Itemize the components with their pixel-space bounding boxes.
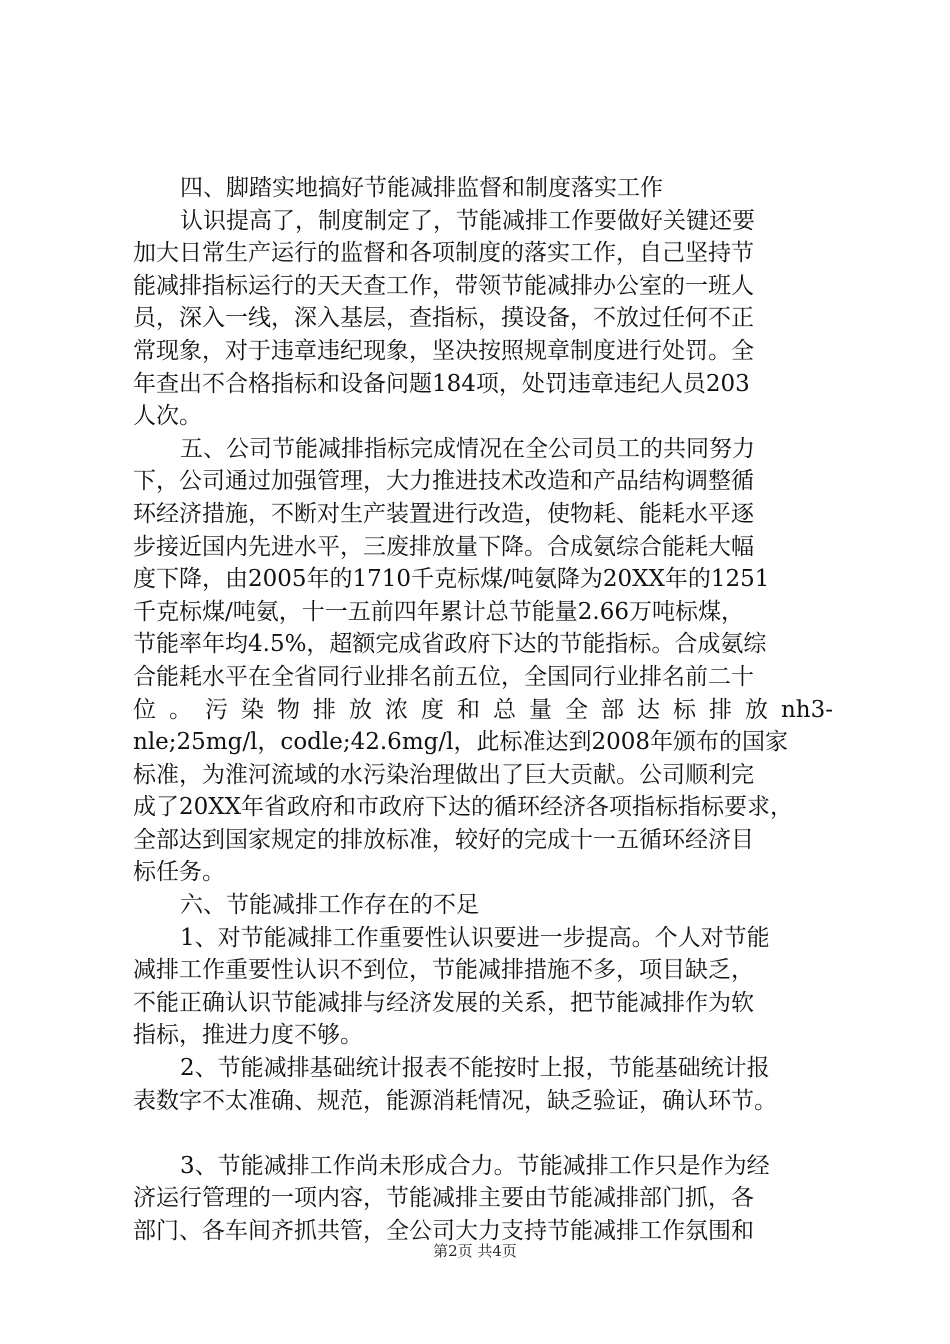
- text-line: 五、公司节能减排指标完成情况在全公司员工的共同努力: [180, 435, 755, 462]
- text-line: 标准，为淮河流域的水污染治理做出了巨大贡献。公司顺利完: [133, 761, 754, 788]
- text-line: 济运行管理的一项内容，节能减排主要由节能减排部门抓，各: [133, 1185, 754, 1212]
- text-line: 减排工作重要性认识不到位，节能减排措施不多，项目缺乏，: [133, 957, 754, 984]
- text-line: 部门、各车间齐抓共管，全公司大力支持节能减排工作氛围和: [133, 1218, 754, 1244]
- blank-line: [133, 1117, 833, 1150]
- text-line: 3、节能减排工作尚未形成合力。节能减排工作只是作为经: [180, 1152, 770, 1179]
- document-body: [133, 172, 833, 1248]
- text-line: 下，公司通过加强管理，大力推进技术改造和产品结构调整循: [133, 468, 754, 495]
- text-line: 六、节能减排工作存在的不足: [180, 892, 479, 919]
- text-line: 位 。 污 染 物 排 放 浓 度 和 总 量 全 部 达 标 排 放 nh3-: [133, 696, 833, 723]
- text-line: 合能耗水平在全省同行业排名前五位，全国同行业排名前二十: [133, 663, 754, 690]
- text-line: 认识提高了，制度制定了，节能减排工作要做好关键还要: [180, 207, 755, 234]
- text-line: 度下降，由2005年的1710千克标煤/吨氨降为20XX年的1251: [133, 566, 770, 593]
- text-line: 1、对节能减排工作重要性认识要进一步提高。个人对节能: [180, 924, 770, 951]
- text-line: nle;25mg/l，codle;42.6mg/l，此标准达到2008年颁布的国家: [133, 729, 788, 756]
- text-line: 四、脚踏实地搞好节能减排监督和制度落实工作: [180, 175, 663, 201]
- text-line: 节能率年均4.5%，超额完成省政府下达的节能指标。合成氨综: [133, 631, 767, 658]
- text-line: 员，深入一线，深入基层，查指标，摸设备，不放过任何不正: [133, 305, 754, 332]
- text-line: 加大日常生产运行的监督和各项制度的落实工作，自己坚持节: [133, 240, 754, 267]
- text-line: 人次。: [133, 403, 202, 430]
- text-line: 成了20XX年省政府和市政府下达的循环经济各项指标指标要求，: [133, 794, 794, 821]
- text-line: 全部达到国家规定的排放标准，较好的完成十一五循环经济目: [133, 826, 754, 853]
- text-line: 能减排指标运行的天天查工作，带领节能减排办公室的一班人: [133, 272, 754, 299]
- text-line: 环经济措施，不断对生产装置进行改造，使物耗、能耗水平逐: [133, 500, 754, 527]
- text-line: 年查出不合格指标和设备问题184项，处罚违章违纪人员203: [133, 370, 750, 397]
- text-line: 步接近国内先进水平，三废排放量下降。合成氨综合能耗大幅: [133, 533, 754, 560]
- text-line: 千克标煤/吨氨，十一五前四年累计总节能量2.66万吨标煤，: [133, 598, 744, 625]
- text-line: 不能正确认识节能减排与经济发展的关系，把节能减排作为软: [133, 989, 754, 1016]
- page-footer: 第2页 共4页: [433, 1242, 517, 1260]
- text-line: 2、节能减排基础统计报表不能按时上报，节能基础统计报: [180, 1055, 770, 1082]
- text-line: 表数字不太准确、规范，能源消耗情况，缺乏验证，确认环节。: [133, 1087, 777, 1114]
- text-line: 常现象，对于违章违纪现象，坚决按照规章制度进行处罚。全: [133, 337, 754, 364]
- text-line: 标任务。: [133, 859, 225, 886]
- text-line: 指标，推进力度不够。: [133, 1022, 363, 1049]
